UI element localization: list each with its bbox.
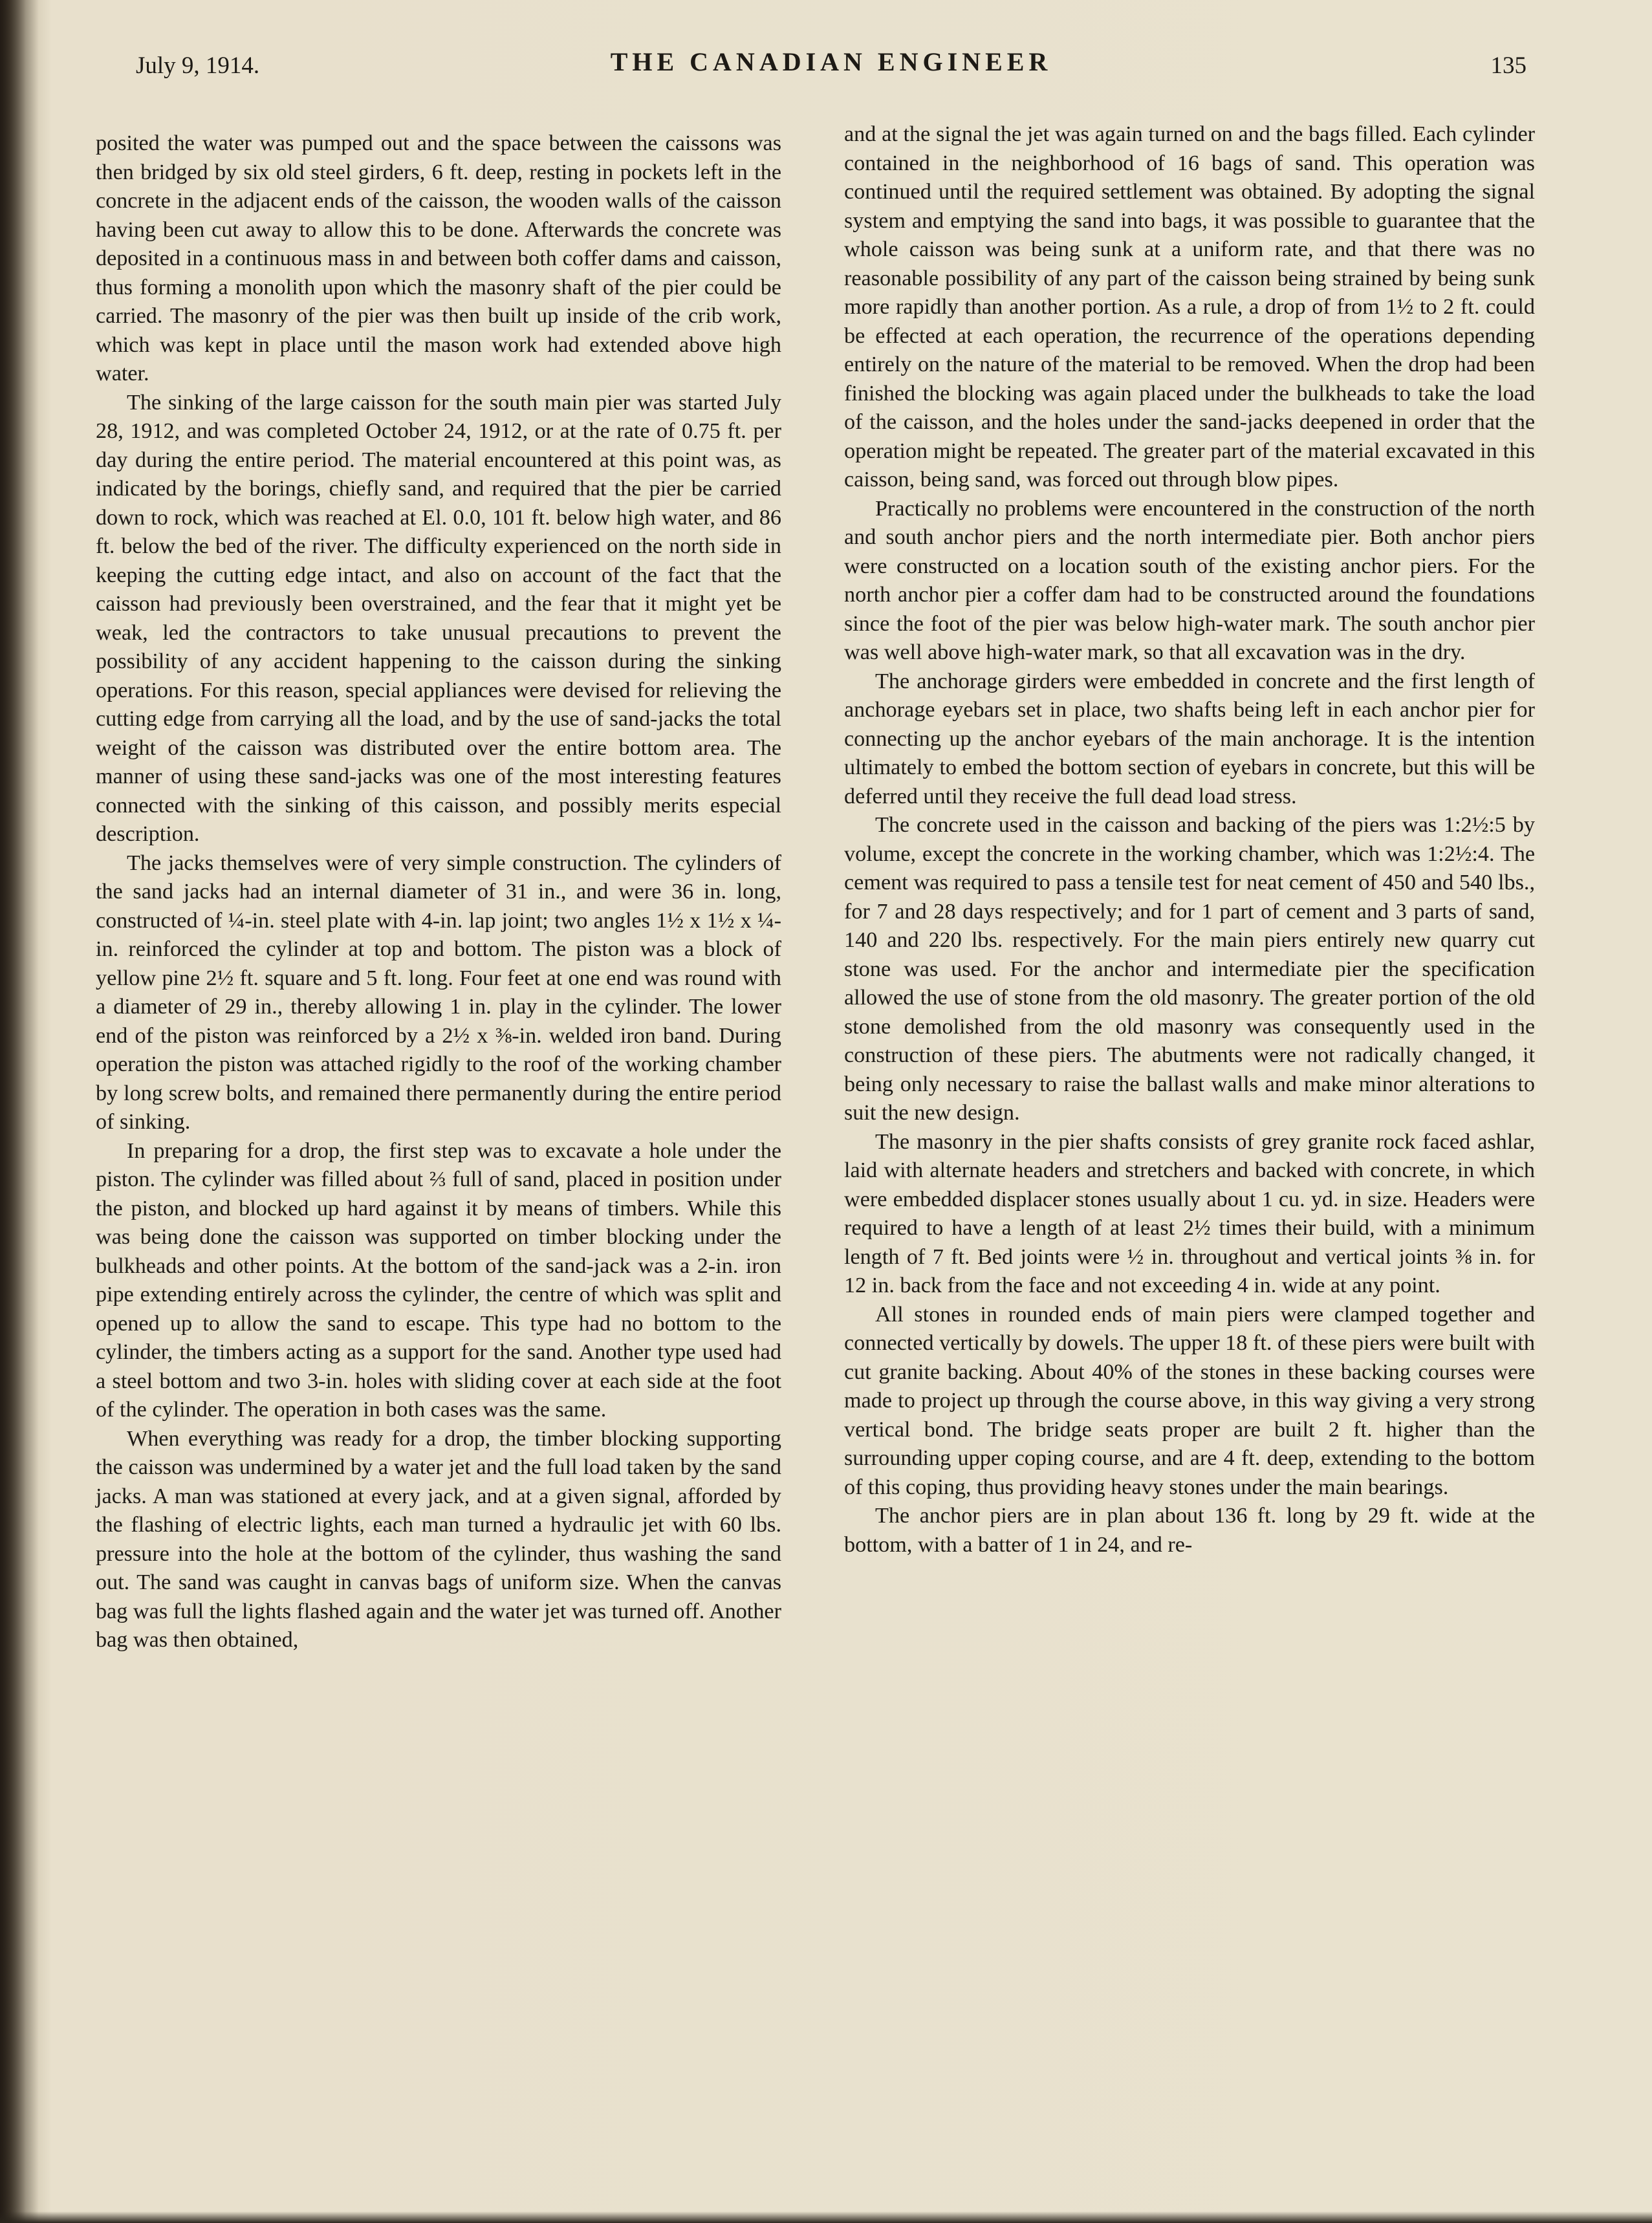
paragraph: Practically no problems were encountered in the construction of the north and south anchor piers and the north intermediate pier. Both anchor piers were constructed on a location south of the existing anchor piers. For the north anchor pier a coffer dam had to be constructed around the foundations since the foot of the pier was below high-water mark. The south anchor pier was well above high-water mark, so that all excavation was in the dry. — [844, 496, 1535, 664]
journal-title: THE CANADIAN ENGINEER — [610, 47, 1052, 76]
paragraph: All stones in rounded ends of main piers were clamped together and connected vertically by dowels. The upper 18 ft. of these piers were built with cut granite backing. About 40% of the stones in these backing courses were made to project up through the course above, in this way giving a very strong vertical bond. The bridge seats proper are built 2 ft. higher than the surrounding upper coping course, and are 4 ft. deep, extending to the bottom of this coping, thus providing heavy stones under the main bearings. — [844, 1302, 1535, 1499]
left-column — [96, 129, 781, 1655]
paragraph: The sinking of the large caisson for the south main pier was started July 28, 1912, and was completed October 24, 1912, or at the rate of 0.75 ft. per day during the entire period. The material encountered at this point was, as indicated by the borings, chiefly sand, and required that the pier be carried down to rock, which was reached at El. 0.0, 101 ft. below high water, and 86 ft. below the bed of the river. The difficulty experienced on the north side in keeping the cutting edge intact, and also on account of the fact that the caisson had previously been overstrained, and the fear that it might yet be weak, led the contractors to take unusual precautions to prevent the possibility of any accident happening to the caisson during the sinking operations. For this reason, special appliances were devised for relieving the cutting edge from carrying all the load, and by the use of sand-jacks the total weight of the caisson was distributed over the entire bottom area. The manner of using these sand-jacks was one of the most interesting features connected with the sinking of this caisson, and possibly merits especial description. — [96, 390, 781, 846]
paragraph: The anchorage girders were embedded in concrete and the first length of anchorage eyebars set in place, two shafts being left in each anchor pier for connecting up the anchor eyebars of the main anchorage. It is the intention ultimately to embed the bottom section of eyebars in concrete, but this will be deferred until they receive the full dead load stress. — [844, 669, 1535, 808]
paragraph: The masonry in the pier shafts consists of grey granite rock faced ashlar, laid with alternate headers and stretchers and backed with concrete, in which were embedded displacer stones usually about 1 cu. yd. in size. Headers were required to have a length of at least 2½ times their build, with a minimum length of 7 ft. Bed joints were ½ in. throughout and vertical joints ⅜ in. for 12 in. back from the face and not exceeding 4 in. wide at any point. — [844, 1129, 1535, 1297]
binding-shadow — [0, 0, 39, 2223]
paragraph: and at the signal the jet was again turned on and the bags filled. Each cylinder contained in the neighborhood of 16 bags of sand. This operation was continued until the required settlement was obtained. By adopting the signal system and emptying the sand into bags, it was possible to guarantee that the whole caisson was being sunk at a uniform rate, and that there was no reasonable possibility of any part of the caisson being strained by being sunk more rapidly than another portion. As a rule, a drop of from 1½ to 2 ft. could be effected at each operation, the recurrence of the operations depending entirely on the nature of the material to be removed. When the drop had been finished the blocking was again placed under the bulkheads to take the load of the caisson, and the holes under the sand-jacks deepened in order that the operation might be repeated. The greater part of the material excavated in this caisson, being sand, was forced out through blow pipes. — [844, 122, 1535, 492]
running-header — [136, 47, 1527, 85]
paragraph: The jacks themselves were of very simple construction. The cylinders of the sand jacks had an internal diameter of 31 in., and were 36 in. long, constructed of ¼-in. steel plate with 4-in. lap joint; two angles 1½ x 1½ x ¼-in. reinforced the cylinder at top and bottom. The piston was a block of yellow pine 2½ ft. square and 5 ft. long. Four feet at one end was round with a diameter of 29 in., thereby allowing 1 in. play in the cylinder. The lower end of the piston was reinforced by a 2½ x ⅜-in. welded iron band. During operation the piston was attached rigidly to the roof of the working chamber by long screw bolts, and remained there permanently during the entire period of sinking. — [96, 851, 781, 1134]
paragraph: In preparing for a drop, the first step was to excavate a hole under the piston. The cylinder was filled about ⅔ full of sand, placed in position under the piston, and blocked up hard against it by means of timbers. While this was being done the caisson was supported on timber blocking under the bulkheads and other points. At the bottom of the sand-jack was a 2-in. iron pipe extending entirely across the cylinder, the centre of which was split and opened up to allow the sand to escape. This type had no bottom to the cylinder, the timbers acting as a support for the sand. Another type used had a steel bottom and two 3-in. holes with sliding cover at each side at the foot of the cylinder. The operation in both cases was the same. — [96, 1138, 781, 1422]
paragraph: posited the water was pumped out and the space between the caissons was then bridged by six old steel girders, 6 ft. deep, resting in pockets left in the concrete in the adjacent ends of the caisson, the wooden walls of the caisson having been cut away to allow this to be done. Afterwards the concrete was deposited in a continuous mass in and between both coffer dams and caisson, thus forming a monolith upon which the masonry shaft of the pier could be carried. The masonry of the pier was then built up inside of the crib work, which was kept in place until the mason work had extended above high water. — [96, 131, 781, 385]
paragraph: When everything was ready for a drop, the timber blocking supporting the caisson was undermined by a water jet and the full load taken by the sand jacks. A man was stationed at every jack, and at a given signal, afforded by the flashing of electric lights, each man turned a hydraulic jet with 60 lbs. pressure into the hole at the bottom of the cylinder, thus washing the sand out. The sand was caught in canvas bags of uniform size. When the canvas bag was full the lights flashed again and the water jet was turned off. Another bag was then obtained, — [96, 1426, 781, 1652]
issue-date: July 9, 1914. — [136, 52, 260, 79]
page-bottom-edge — [0, 2211, 1652, 2223]
page-number: 135 — [1490, 52, 1527, 79]
paragraph: The concrete used in the caisson and backing of the piers was 1:2½:5 by volume, except the concrete in the working chamber, which was 1:2½:4. The cement was required to pass a tensile test for neat cement of 450 and 540 lbs., for 7 and 28 days respectively; and for 1 part of cement and 3 parts of sand, 140 and 220 lbs. respectively. For the main piers entirely new quarry cut stone was used. For the anchor and intermediate pier the specification allowed the use of stone from the old masonry. The greater portion of the old stone demolished from the old masonry was consequently used in the construction of these piers. The abutments were not radically changed, it being only necessary to raise the ballast walls and make minor alterations to suit the new design. — [844, 813, 1535, 1125]
paragraph: The anchor piers are in plan about 136 ft. long by 29 ft. wide at the bottom, with a batter of 1 in 24, and re- — [844, 1504, 1535, 1557]
right-column — [844, 120, 1535, 1559]
